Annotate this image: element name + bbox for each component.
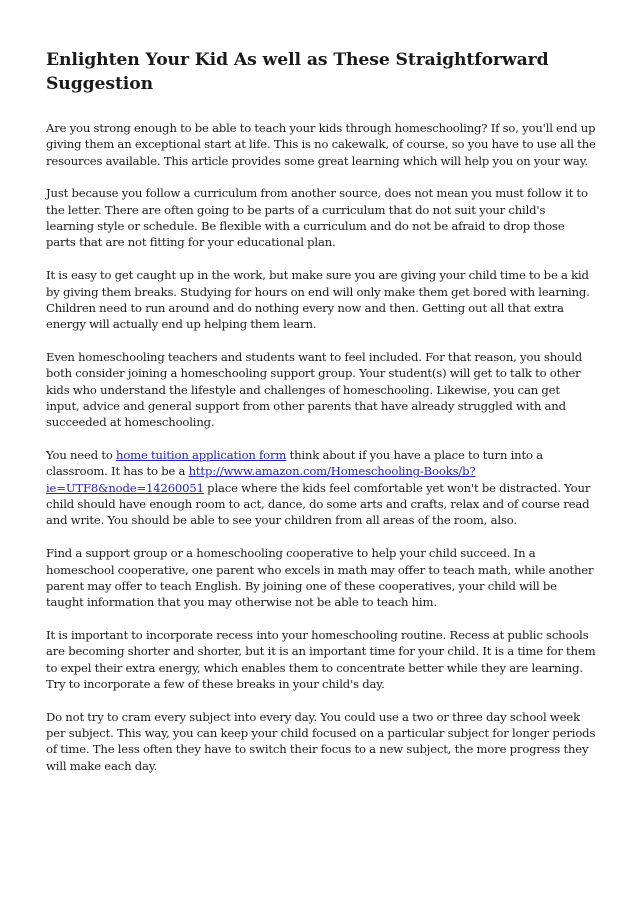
paragraph-recess: It is important to incorporate recess into your homeschooling routine. Recess at public schools are becoming shorter and shorter, but it is an important time for your child. It is a time for them to expel their extra energy, which enables them to concentrate better while they are learning. Try to incorporate a few of these breaks in your child's day. xyxy=(46,627,596,691)
paragraph-curriculum: Just because you follow a curriculum from another source, does not mean you must follow it to the letter. There are often going to be parts of a curriculum that do not suit your child's learning style or schedule. Be flexible with a curriculum and do not be afraid to drop those parts that are not fitting for your educational plan. xyxy=(46,186,588,250)
paragraph-classroom-text-3: place where the kids feel comfortable yet won't be distracted. Your child should have enough room to act, dance, do some arts and crafts, relax and of course read and write. You should be able to see your children from all areas of the room, also. xyxy=(46,480,591,528)
paragraph-cooperative: Find a support group or a homeschooling cooperative to help your child succeed. In a homeschool cooperative, one parent who excels in math may offer to teach math, while another parent may offer to teach English. By joining one of these cooperatives, your child will be taught information that you may otherwise not be able to teach him. xyxy=(46,546,594,610)
paragraph-subjects: Do not try to cram every subject into every day. You could use a two or three day school week per subject. This way, you can keep your child focused on a particular subject for longer periods of time. The less often they have to switch their focus to a new subject, the more progress they will make each day. xyxy=(46,709,596,773)
paragraph-breaks: It is easy to get caught up in the work, but make sure you are giving your child time to be a kid by giving them breaks. Studying for hours on end will only make them get bored with learning. Children need to run around and do nothing every now and then. Getting out all that extra energy will actually end up helping them learn. xyxy=(46,268,590,332)
paragraph-support-group: Even homeschooling teachers and students want to feel included. For that reason, you should both consider joining a homeschooling support group. Your student(s) will get to talk to other kids who understand the lifestyle and challenges of homeschooling. Likewise, you can get input, advice and general support from other parents that have already struggled with and succeeded at homeschooling. xyxy=(46,350,583,430)
amazon-homeschooling-books-link[interactable]: http://www.amazon.com/Homeschooling-Books/b?ie=UTF8&node=14260051 xyxy=(46,464,476,495)
paragraph-classroom xyxy=(46,447,596,528)
document-title: Enlighten Your Kid As well as These Straightforward Suggestion xyxy=(46,50,549,94)
paragraph-classroom-text-2: think about if you have a place to turn into a classroom. It has to be a xyxy=(46,448,543,479)
paragraph-intro: Are you strong enough to be able to teach your kids through homeschooling? If so, you'll end up giving them an exceptional start at life. This is no cakewalk, of course, so you have to use all the resources available. This article provides some great learning which will help you on your way. xyxy=(46,121,596,168)
paragraph-classroom-text-1: You need to xyxy=(46,448,116,463)
home-tuition-link[interactable]: home tuition application form xyxy=(116,448,287,463)
